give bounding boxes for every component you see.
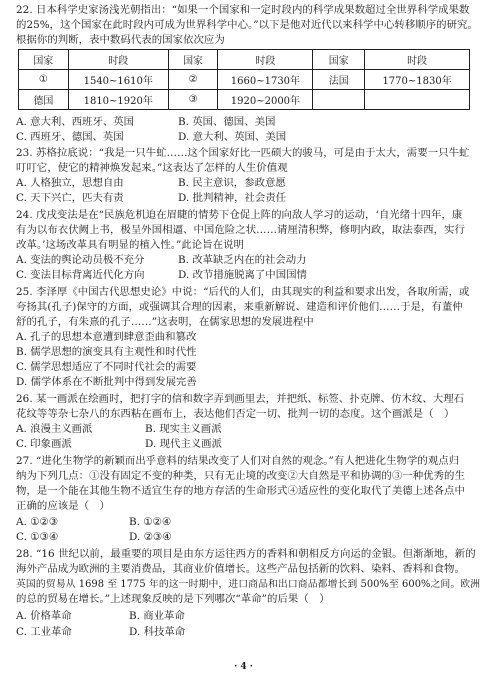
q23-option-d: D. 批判精神，社会责任 [178,192,287,204]
q26-option-a: A. 浪漫主义画派 [16,423,93,435]
q25-stem-line-2: 夸扬其(孔子)保守的方面，或强调其合理的因素，来重新解说、建造和评价他们……于是，有董仲 [16,301,463,313]
table-cell: 时段 [218,50,313,70]
table-cell: 1920~2000年 [218,90,313,110]
table-cell: 国家 [168,50,218,70]
q25-option-c: C. 儒学思想适应了不同时代社会的需要 [16,361,197,373]
q26-option-c: C. 印象画派 [16,438,72,450]
q28-stem-line-3: 英国的贸易从 1698 至 1775 年的这一时期中，进口商品和出口商品都增长到 500%至 600%之间。欧洲 [16,579,481,590]
q22-stem-line-2: 的25%，这个国家在此时段内可成为世界科学中心。”以下是他对近代以来科学中心转移顺序的研究。 [16,19,478,31]
q27-option-b: B. ①②④ [129,516,172,528]
q23-option-a: A. 人格独立，思想自由 [16,177,124,189]
table-cell [313,90,365,110]
q24-option-c: C. 变法目标背离近代化方向 [16,269,145,281]
q24-option-a: A. 变法的舆论动员极不充分 [16,254,145,266]
table-cell: 1810~1920年 [68,90,168,110]
table-cell: 1540~1610年 [68,70,168,90]
q22-option-d: D. 意大利、英国、美国 [178,131,287,143]
q27-option-d: D. ②③④ [129,531,172,543]
table-cell: 国家 [19,50,69,70]
q25-option-d: D. 儒学体系在不断批判中得到发展完善 [16,376,197,388]
table-cell [365,90,470,110]
q25-stem-line-1: 25. 李泽厚《中国古代思想史论》中说：“后代的人们，由其现实的利益和要求出发，各取所需，或 [16,286,470,298]
q28-stem-line-1: 28. “16 世纪以前，最重要的项目是由东方运往西方的香料和朝相反方向运的金银。但渐渐地，新的 [16,548,476,560]
table-cell: 时段 [68,50,168,70]
q22-option-c: C. 西班牙、德国、英国 [16,131,124,143]
table-cell: 德国 [19,90,69,110]
q27-option-c: C. ①③④ [16,531,59,543]
table-row [19,50,470,70]
q22-option-b: B. 英国、德国、美国 [178,116,276,128]
q26-stem-line-2: 花纹等等杂七杂八的东西粘在画布上，表达他们否定一切、批判一切的态度。这个画派是（ ） [16,408,455,420]
q25-stem-line-3: 舒的孔子，有朱熹的孔子……”这表明，在儒家思想的发展进程中 [16,316,314,328]
q26-stem-line-1: 26. 某一画派在绘画时，把打字的信和数字弄到画里去，并把纸、标签、扑克牌、仿木纹、大理石 [16,393,465,405]
q24-option-b: B. 改革缺乏内在的社会动力 [178,254,307,266]
table-cell: 法国 [313,70,365,90]
q22-stem-line-1: 22. 日本科学史家汤浅光朝指出：“如果一个国家和一定时段内的科学成果数超过全世界科学成果数 [16,4,470,16]
q23-option-b: B. 民主意识，参政意愿 [178,177,286,189]
table-cell: ③ [168,90,218,110]
q23-stem-line-1: 23. 苏格拉底说：“我是一只牛虻……这个国家好比一匹硕大的骏马，可是由于太大，需要一只牛虻 [16,147,470,159]
science-center-table [18,49,470,110]
table-cell: 时段 [365,50,470,70]
q27-stem-line-4: 正确的应该是（ ） [16,500,110,512]
q28-option-c: C. 工业革命 [16,626,72,638]
q26-option-d: D. 现代主义画派 [145,438,222,450]
table-cell: ② [168,70,218,90]
q23-option-c: C. 天下兴亡，匹夫有责 [16,192,124,204]
q28-option-d: D. 科技革命 [129,626,186,638]
q25-option-b: B. 儒学思想的演变具有主观性和时代性 [16,346,197,358]
q28-option-a: A. 价格革命 [16,610,72,622]
q24-option-d: D. 改节措施脱离了中国国情 [178,269,307,281]
table-cell: 1660~1730年 [218,70,313,90]
q28-stem-line-4: 的总的贸易在增长。”上述现象反映的是下列哪次“革命”的后果（ ） [16,593,330,605]
table-cell: 国家 [313,50,365,70]
q24-stem-line-2: 有为以布衣伏阙上书，极呈外国相逼、中国危险之状……请厘清积弊，修明内政，取法泰西，实行 [16,224,465,236]
table-cell: 1770~1830年 [365,70,470,90]
q23-stem-line-2: 叮叮它，使它的精神焕发起来。”这表达了怎样的人生价值观 [16,162,288,174]
q22-option-a: A. 意大利、西班牙、英国 [16,116,135,128]
q27-stem-line-3: 物，是一个能在其他生物不适宜生存的地方存活的生命形式④适应性的变化取代了美德上述各点中 [16,485,465,497]
q27-stem-line-1: 27. “进化生物学的新颖而出乎意料的结果改变了人们对自然的观念。”有人把进化生物学的观点归 [16,455,460,467]
q22-stem-line-3: 根据你的判断，表中数码代表的国家依次应为 [16,34,225,46]
q25-option-a: A. 孔子的思想本意遭到肆意歪曲和篡改 [16,331,197,343]
q24-stem-line-1: 24. 戊戌变法是在“民族危机迫在眉睫的情势下仓促上阵的向敌人学习的运动，‘自光绪十四年，康 [16,209,463,221]
page-number: · 4 · [234,662,253,672]
q27-option-a: A. ①②③ [16,516,59,528]
q28-option-b: B. 商业革命 [129,610,185,622]
q24-stem-line-3: 改革。’这场改革具有明显的植入性。”此论旨在说明 [16,239,245,251]
q28-stem-line-2: 海外产品成为欧洲的主要消费品，其商业价值增长。这些产品包括新的饮料、染料、香料和食物。 [16,563,465,575]
table-row [19,70,470,90]
table-cell: ① [19,70,69,90]
q27-stem-line-2: 纳为下列几点：①没有固定不变的种类，只有无止境的改变②大自然是平和协调的③一种优秀的生 [16,470,465,482]
table-row [19,90,470,110]
q26-option-b: B. 现实主义画派 [145,423,222,435]
